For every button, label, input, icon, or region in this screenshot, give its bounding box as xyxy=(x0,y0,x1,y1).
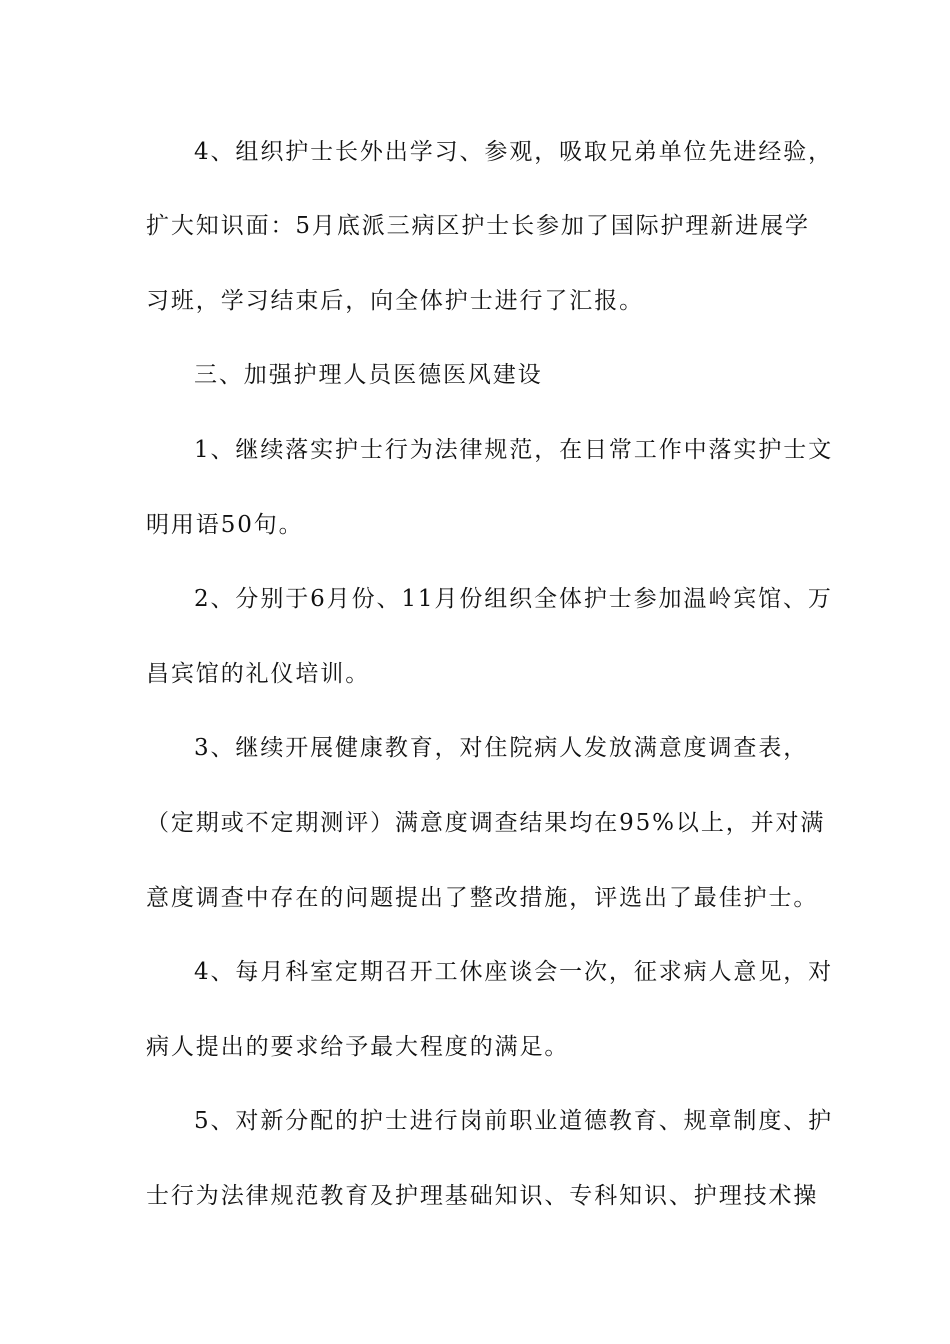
paragraph-line: 明用语50句。 xyxy=(146,512,304,538)
paragraph-line: 2、分别于6月份、11月份组织全体护士参加温岭宾馆、万 xyxy=(194,586,833,612)
paragraph-line: 昌宾馆的礼仪培训。 xyxy=(146,661,371,687)
paragraph-line: 5、对新分配的护士进行岗前职业道德教育、规章制度、护 xyxy=(194,1108,834,1134)
section-heading: 三、加强护理人员医德医风建设 xyxy=(194,362,543,388)
paragraph-line: （定期或不定期测评）满意度调查结果均在95%以上，并对满 xyxy=(146,810,826,836)
paragraph-line: 4、组织护士长外出学习、参观，吸取兄弟单位先进经验， xyxy=(194,139,834,165)
paragraph-line: 士行为法律规范教育及护理基础知识、专科知识、护理技术操 xyxy=(146,1183,819,1209)
paragraph-line: 习班，学习结束后，向全体护士进行了汇报。 xyxy=(146,288,644,314)
paragraph-line: 4、每月科室定期召开工休座谈会一次，征求病人意见，对 xyxy=(194,959,834,985)
paragraph-line: 病人提出的要求给予最大程度的满足。 xyxy=(146,1034,570,1060)
paragraph-line: 3、继续开展健康教育，对住院病人发放满意度调查表， xyxy=(194,735,809,761)
paragraph-line: 1、继续落实护士行为法律规范，在日常工作中落实护士文 xyxy=(194,437,834,463)
paragraph-line: 扩大知识面：5月底派三病区护士长参加了国际护理新进展学 xyxy=(146,213,810,239)
paragraph-line: 意度调查中存在的问题提出了整改措施，评选出了最佳护士。 xyxy=(146,885,819,911)
